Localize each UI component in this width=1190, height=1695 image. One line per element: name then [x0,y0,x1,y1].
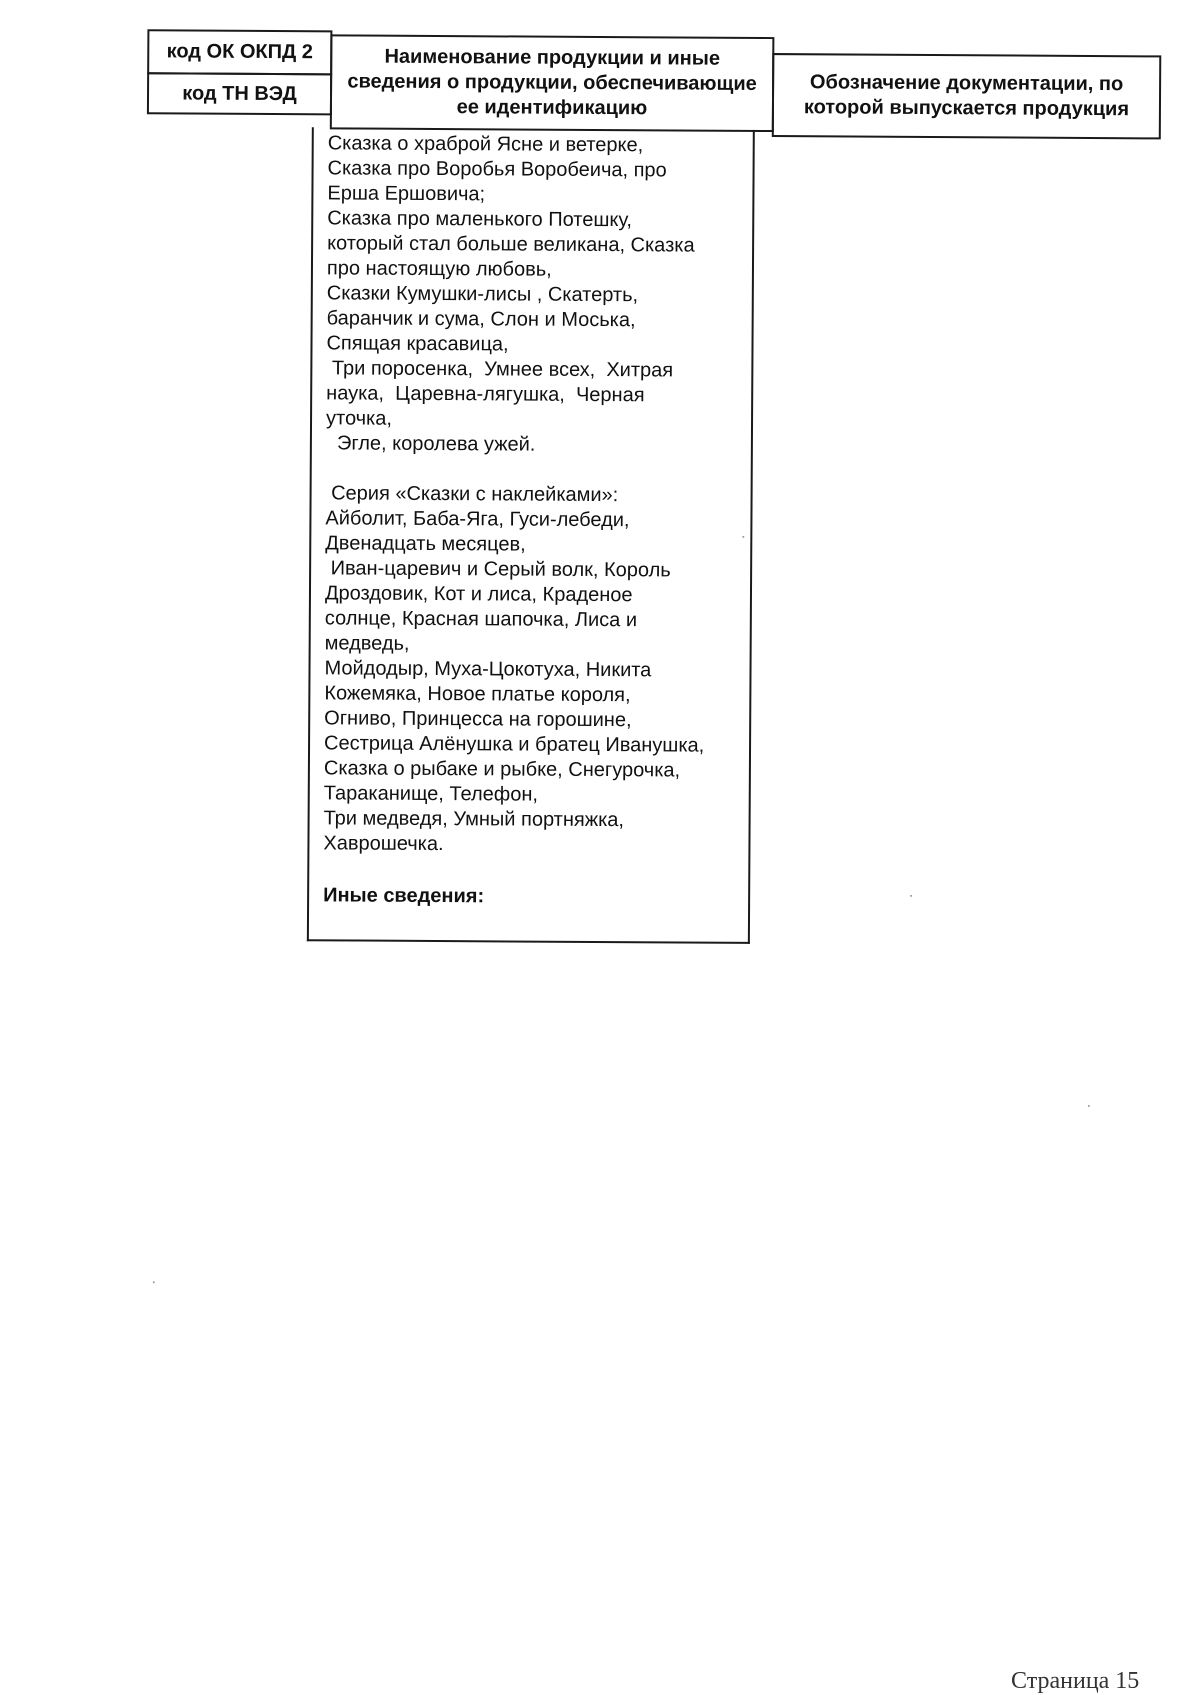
list-item: Дроздовик, Кот и лиса, Краденое [324,582,633,607]
list-item: Мойдодыр, Муха-Цокотуха, Никита [324,657,652,682]
list-item: наука, Царевна-лягушка, Черная [326,382,645,407]
scan-speck [153,1281,155,1283]
list-item: Кожемяка, Новое платье короля, [324,682,631,707]
list-item: который стал больше великана, Сказка [327,232,695,257]
list-item: Сказка о храброй Ясне и ветерке, [327,132,644,157]
list-item: Иван-царевич и Серый волк, Король [325,557,671,582]
scan-speck [742,536,744,538]
product-name-column-header: Наименование продукции и иные сведения о продукции, обеспечивающие ее идентификацию [330,34,775,132]
list-item: баранчик и сума, Слон и Моська, [326,307,636,332]
list-item: Эгле, королева ужей. [325,432,536,456]
series-list [323,481,746,859]
tnved-code-header: код ТН ВЭД [147,72,332,115]
list-item: медведь, [324,632,410,655]
series-title: Серия «Сказки с наклейками»: [325,482,619,507]
list-item: Три поросенка, Умнее всех, Хитрая [326,357,674,382]
list-item: Сказка про Воробья Воробеича, про [327,157,667,182]
product-list [326,131,749,459]
scan-speck [1088,1105,1090,1107]
list-item: Огниво, Принцесса на горошине, [324,707,632,732]
list-item: Айболит, Баба-Яга, Гуси-лебеди, [325,507,630,532]
list-item: Спящая красавица, [326,332,509,356]
list-item: Хаврошечка. [323,832,444,856]
other-info-label: Иные сведения: [323,884,485,908]
product-description-cell [307,127,755,944]
page-number: Страница 15 [1011,1668,1140,1694]
list-item: Тараканище, Телефон, [323,782,539,806]
list-item: уточка, [325,407,393,430]
okpd-code-header: код ОК ОКПД 2 [147,29,332,75]
list-item: Сказка про маленького Потешку, [327,207,633,232]
list-item: Сказка о рыбаке и рыбке, Снегурочка, [323,757,681,782]
scan-speck [910,895,912,897]
list-item: Три медведя, Умный портняжка, [323,807,625,832]
documentation-column-header: Обозначение документации, по которой выпускается продукция [772,53,1162,139]
list-item: Сестрица Алёнушка и братец Иванушка, [323,732,705,757]
list-item: Двенадцать месяцев, [325,532,526,556]
list-item: про настоящую любовь, [326,257,552,281]
list-item: солнце, Красная шапочка, Лиса и [324,607,638,632]
paragraph-gap [326,456,747,484]
list-item: Сказки Кумушки-лисы , Скатерть, [326,282,639,307]
list-item: Ерша Ершовича; [327,182,486,206]
